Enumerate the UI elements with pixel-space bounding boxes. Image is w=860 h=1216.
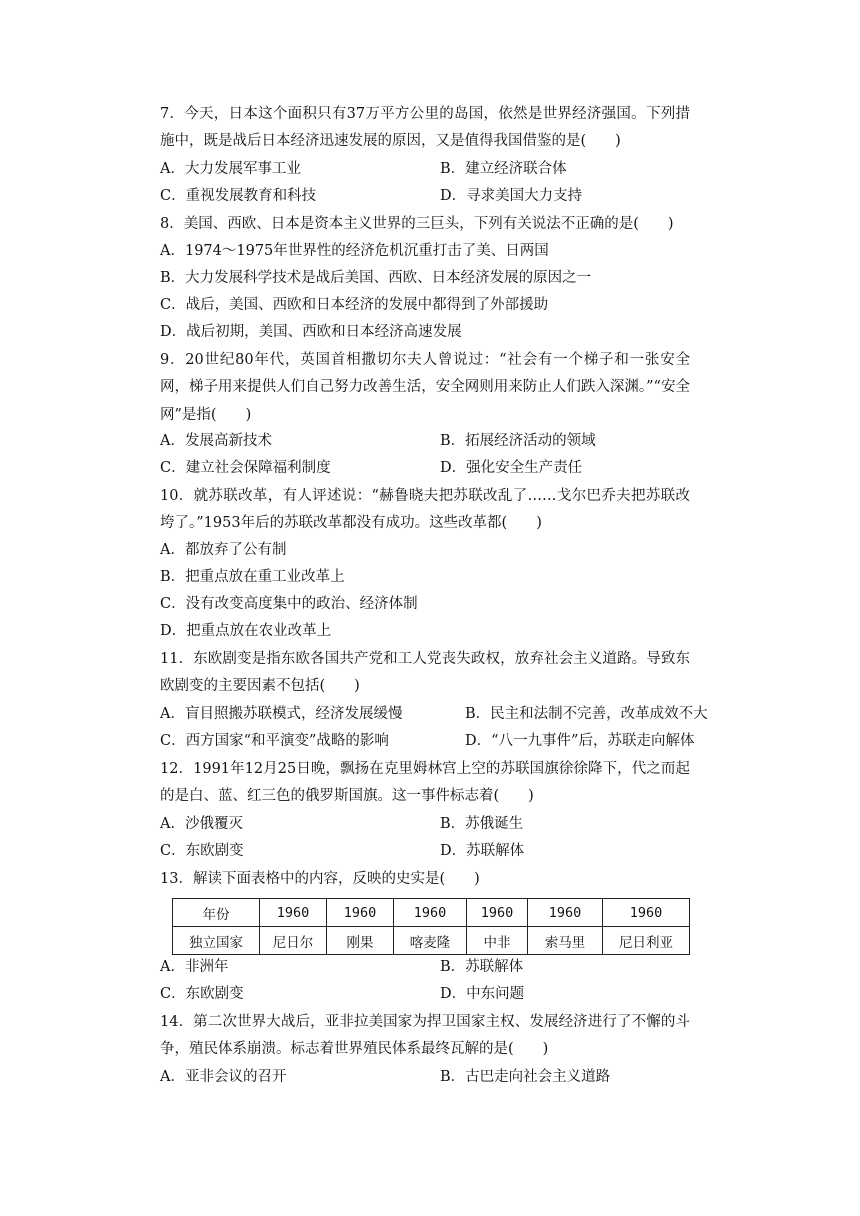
question-9-option-b[interactable]: B．拓展经济活动的领域 [440, 433, 596, 449]
table-cell: 1960 [260, 899, 327, 927]
table-cell: 1960 [394, 899, 467, 927]
table-cell: 中非 [467, 927, 528, 955]
table-cell: 1960 [528, 899, 603, 927]
question-9-stem: 9．20世纪80年代，英国首相撒切尔夫人曾说过：“社会有一个梯子和一张安全网，梯子用来提供人们自己努力改善生活，安全网则用来防止人们跌入深渊。”“安全网”是指( ) [160, 352, 690, 423]
question-11-options-row1 [160, 701, 730, 728]
question-13-option-d[interactable]: D．中东问题 [440, 986, 525, 1002]
question-8-stem: 8．美国、西欧、日本是资本主义世界的三巨头，下列有关说法不正确的是( ) [160, 216, 674, 232]
question-9-options-row1 [160, 428, 730, 455]
question-10-option-d[interactable]: D．把重点放在农业改革上 [160, 623, 332, 639]
question-12-option-d[interactable]: D．苏联解体 [440, 843, 525, 859]
table-cell: 尼日尔 [260, 927, 327, 955]
table-cell: 喀麦隆 [394, 927, 467, 955]
question-7-options-row1 [160, 156, 730, 183]
question-11-stem: 11．东欧剧变是指东欧各国共产党和工人党丧失政权，放弃社会主义道路。导致东欧剧变的主要因素不包括( ) [160, 651, 690, 695]
question-11-options-row2 [160, 728, 730, 755]
question-12-option-c[interactable]: C．东欧剧变 [160, 843, 244, 859]
question-14-option-b[interactable]: B．古巴走向社会主义道路 [440, 1069, 611, 1085]
question-7-option-b[interactable]: B．建立经济联合体 [440, 161, 567, 177]
table-cell: 1960 [467, 899, 528, 927]
question-7-options-row2 [160, 183, 730, 210]
question-13-option-a[interactable]: A．非洲年 [160, 959, 229, 975]
question-12-stem: 12．1991年12月25日晚，飘扬在克里姆林宫上空的苏联国旗徐徐降下，代之而起的是白、蓝、红三色的俄罗斯国旗。这一事件标志着( ) [160, 761, 690, 805]
table-cell: 索马里 [528, 927, 603, 955]
question-11-option-c[interactable]: C．西方国家“和平演变”战略的影响 [160, 733, 389, 749]
question-7-option-c[interactable]: C．重视发展教育和科技 [160, 188, 317, 204]
question-9-option-a[interactable]: A．发展高新技术 [160, 433, 272, 449]
question-13-option-b[interactable]: B．苏联解体 [440, 959, 524, 975]
table-cell: 刚果 [327, 927, 394, 955]
question-9-option-c[interactable]: C．建立社会保障福利制度 [160, 460, 331, 476]
table-cell: 1960 [327, 899, 394, 927]
question-13-options-row1 [160, 954, 730, 981]
question-9-option-d[interactable]: D．强化安全生产责任 [440, 460, 583, 476]
table-cell: 独立国家 [173, 927, 260, 955]
question-11-option-a[interactable]: A．盲目照搬苏联模式，经济发展缓慢 [160, 706, 403, 722]
question-13-stem: 13．解读下面表格中的内容，反映的史实是( ) [160, 871, 480, 887]
question-10-stem: 10．就苏联改革，有人评述说：“赫鲁晓夫把苏联改乱了……戈尔巴乔夫把苏联改垮了。”1953年后的苏联改革都没有成功。这些改革都( ) [160, 488, 690, 532]
question-8-option-b[interactable]: B．大力发展科学技术是战后美国、西欧、日本经济发展的原因之一 [160, 270, 592, 286]
question-9-options-row2 [160, 455, 730, 482]
question-14-option-a[interactable]: A．亚非会议的召开 [160, 1069, 287, 1085]
question-13-option-c[interactable]: C．东欧剧变 [160, 986, 244, 1002]
question-7-option-a[interactable]: A．大力发展军事工业 [160, 161, 301, 177]
question-14-options-row1 [160, 1064, 730, 1091]
table-cell: 1960 [603, 899, 690, 927]
table-cell: 尼日利亚 [603, 927, 690, 955]
question-8-option-c[interactable]: C．战后，美国、西欧和日本经济的发展中都得到了外部援助 [160, 297, 549, 313]
question-8-option-a[interactable]: A．1974～1975年世界性的经济危机沉重打击了美、日两国 [160, 243, 549, 259]
question-7-stem: 7．今天，日本这个面积只有37万平方公里的岛国，依然是世界经济强国。下列措施中，既是战后日本经济迅速发展的原因，又是值得我国借鉴的是( ) [160, 106, 690, 150]
question-12-option-a[interactable]: A．沙俄覆灭 [160, 816, 243, 832]
table-cell: 年份 [173, 899, 260, 927]
table-row [173, 899, 690, 927]
question-8-option-d[interactable]: D．战后初期，美国、西欧和日本经济高速发展 [160, 324, 462, 340]
independence-table [172, 898, 690, 955]
question-12-options-row1 [160, 811, 730, 838]
question-14-stem: 14．第二次世界大战后，亚非拉美国家为捍卫国家主权、发展经济进行了不懈的斗争，殖民体系崩溃。标志着世界殖民体系最终瓦解的是( ) [160, 1014, 690, 1058]
question-11-option-d[interactable]: D．“八一九事件”后，苏联走向解体 [465, 733, 695, 749]
question-12-option-b[interactable]: B．苏俄诞生 [440, 816, 524, 832]
table-row [173, 927, 690, 955]
question-10-option-b[interactable]: B．把重点放在重工业改革上 [160, 569, 345, 585]
question-7-option-d[interactable]: D．寻求美国大力支持 [440, 188, 583, 204]
question-11-option-b[interactable]: B．民主和法制不完善，改革成效不大 [465, 706, 708, 722]
question-13-options-row2 [160, 981, 730, 1008]
question-12-options-row2 [160, 838, 730, 865]
question-10-option-a[interactable]: A．都放弃了公有制 [160, 542, 287, 558]
question-10-option-c[interactable]: C．没有改变高度集中的政治、经济体制 [160, 596, 418, 612]
